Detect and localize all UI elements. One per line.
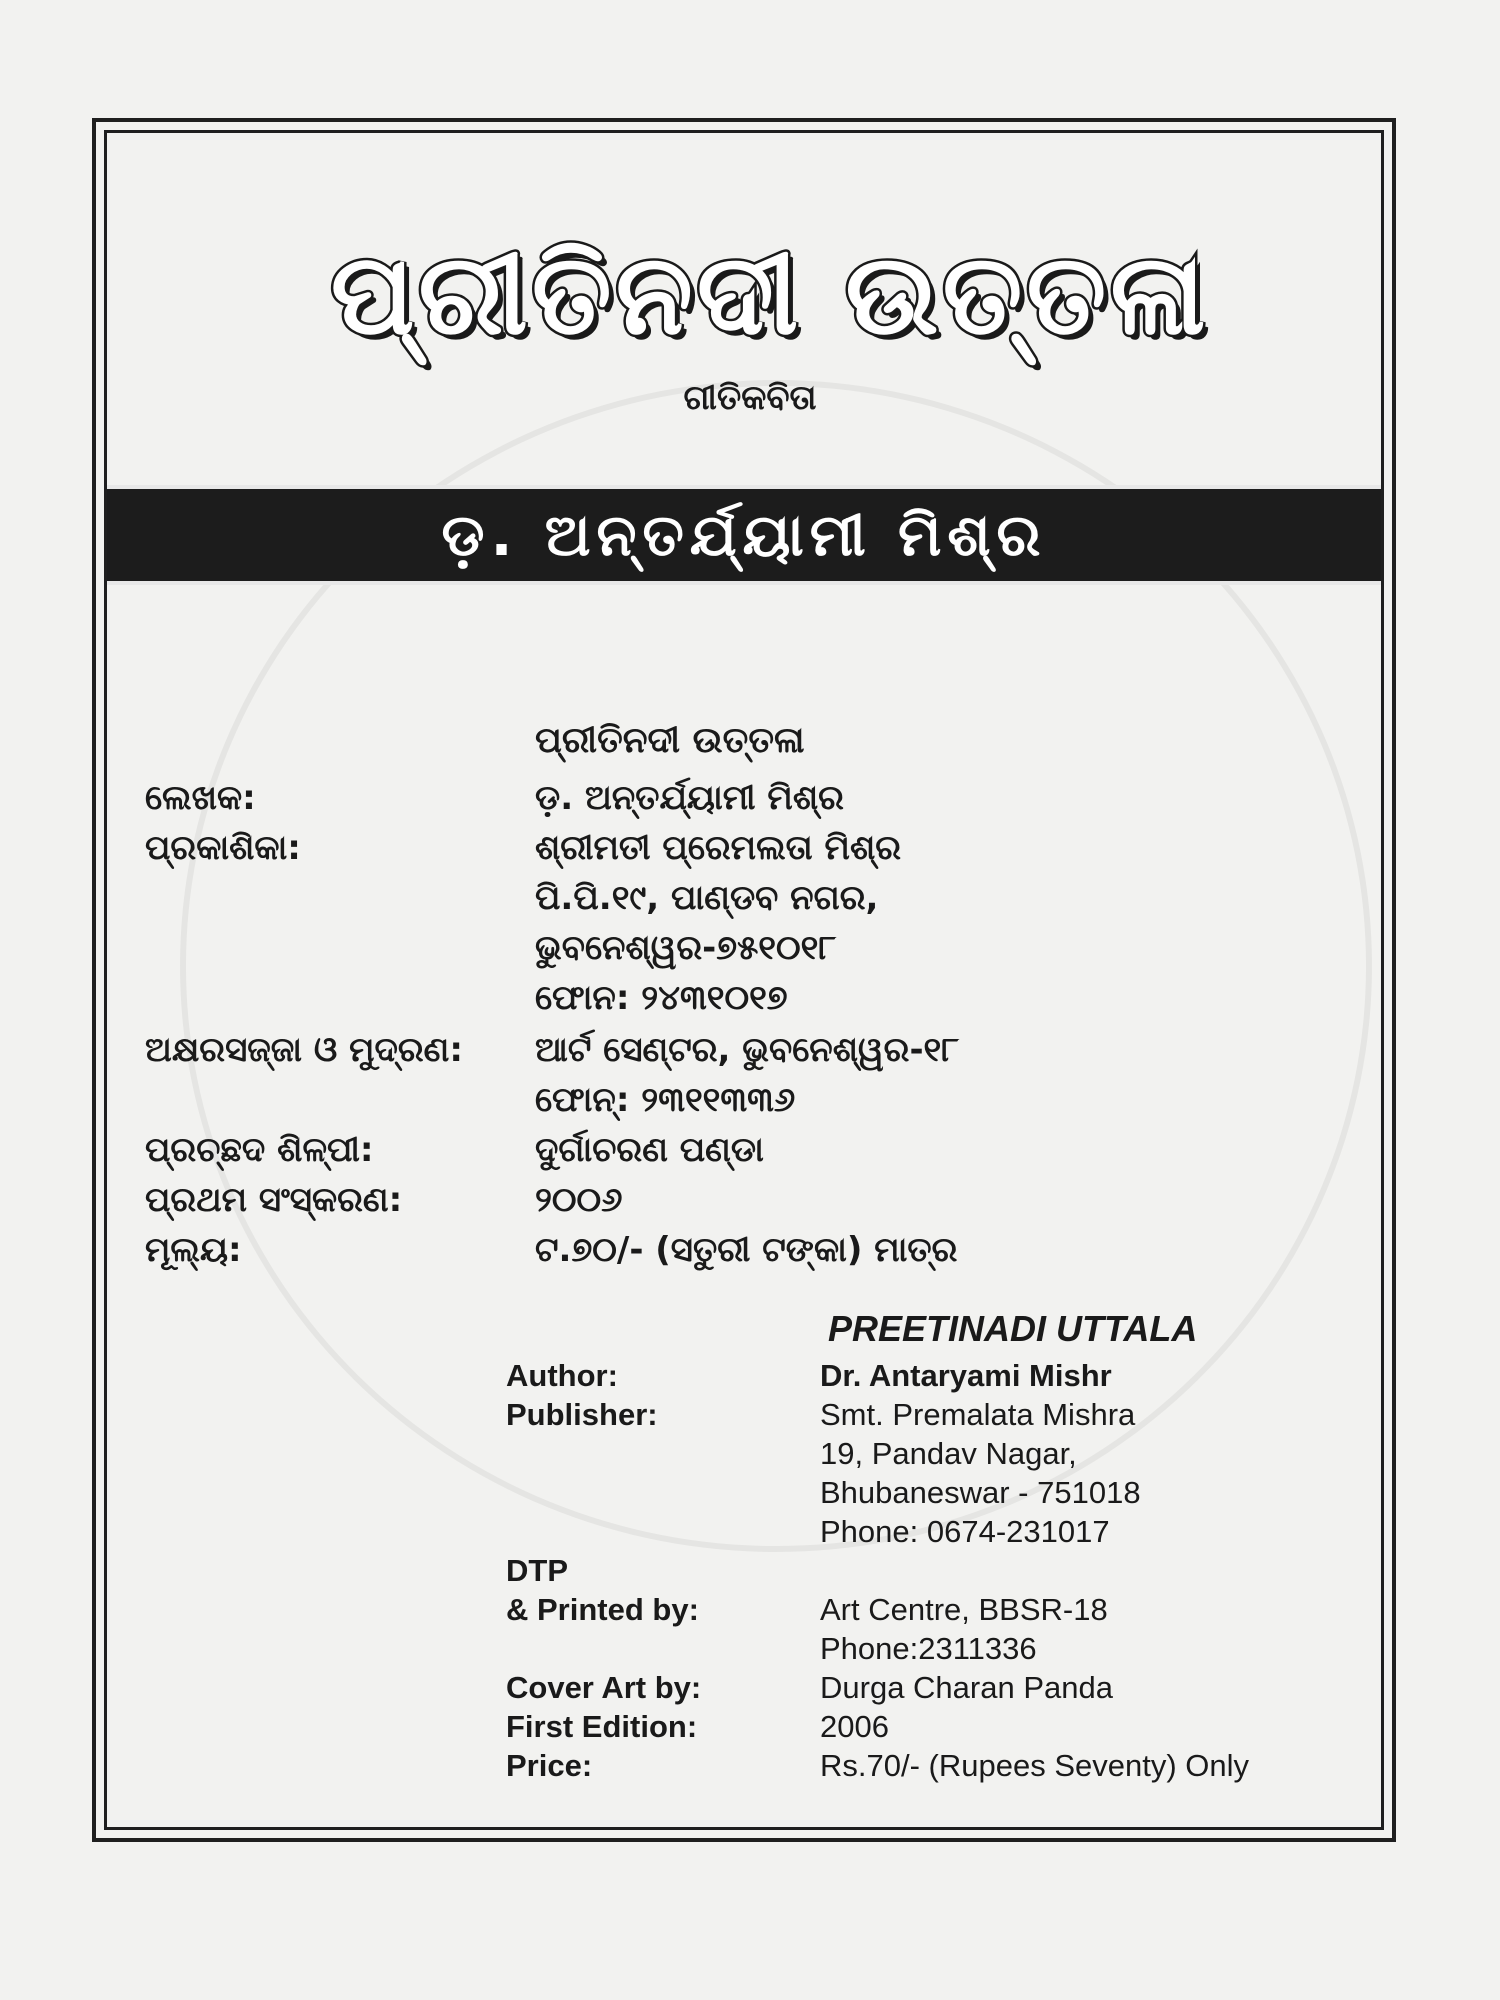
author-banner	[107, 485, 1381, 585]
cover-title: ପ୍ରୀତିନଦୀ ଉତ୍ତଳା	[330, 230, 1210, 360]
english-edition-label: First Edition:	[506, 1709, 698, 1744]
english-book-title: PREETINADI UTTALA	[828, 1308, 1198, 1349]
english-cover-artist-label: Cover Art by:	[506, 1670, 702, 1705]
english-publisher-line: Phone: 0674-231017	[820, 1514, 1110, 1549]
odia-cover-artist-value: ଦୁର୍ଗାଚରଣ ପଣ୍ଡା	[535, 1130, 764, 1170]
odia-publisher-label: ପ୍ରକାଶିକା:	[145, 828, 301, 868]
english-price-value: Rs.70/- (Rupees Seventy) Only	[820, 1748, 1250, 1783]
odia-book-name: ପ୍ରୀତିନଦୀ ଉତ୍ତଳା	[535, 720, 805, 761]
english-publisher-line: Smt. Premalata Mishra	[820, 1397, 1136, 1432]
odia-price-label: ମୂଲ୍ୟ:	[145, 1230, 242, 1270]
odia-printer-line: ଆର୍ଟ ସେଣ୍ଟର, ଭୁବନେଶ୍ୱର-୧୮	[535, 1030, 960, 1070]
english-dtp-label: DTP	[506, 1553, 568, 1588]
odia-publisher-line: ପି.ପି.୧୯, ପାଣ୍ଡବ ନଗର,	[535, 878, 879, 918]
english-publisher-label: Publisher:	[506, 1397, 658, 1432]
english-printer-label: & Printed by:	[506, 1592, 699, 1627]
odia-publisher-line: ଶ୍ରୀମତୀ ପ୍ରେମଲତା ମିଶ୍ର	[535, 828, 902, 868]
cover-subtitle: ଗୀତିକବିତା	[683, 378, 817, 418]
author-banner-text: ଡ଼. ଅନ୍ତର୍ଯ୍ୟାମୀ ମିଶ୍ର	[441, 500, 1047, 569]
english-publisher-line: Bhubaneswar - 751018	[820, 1475, 1141, 1510]
english-author-label: Author:	[506, 1358, 618, 1393]
odia-printer-line: ଫୋନ୍: ୨୩୧୧୩୩୬	[535, 1080, 796, 1120]
english-printer-line: Phone:2311336	[820, 1631, 1037, 1666]
odia-price-value: ଟ.୭୦/- (ସତୁରୀ ଟଙ୍କା) ମାତ୍ର	[535, 1230, 958, 1270]
odia-edition-label: ପ୍ରଥମ ସଂସ୍କରଣ:	[145, 1180, 403, 1220]
english-author-value: Dr. Antaryami Mishr	[820, 1358, 1112, 1393]
odia-publisher-line: ଭୁବନେଶ୍ୱର-୭୫୧୦୧୮	[535, 928, 837, 968]
english-printer-line: Art Centre, BBSR-18	[820, 1592, 1108, 1627]
odia-publisher-line: ଫୋନ: ୨୪୩୧୦୧୭	[535, 978, 788, 1018]
english-price-label: Price:	[506, 1748, 593, 1783]
odia-cover-artist-label: ପ୍ରଚ୍ଛଦ ଶିଳ୍ପୀ:	[145, 1130, 374, 1170]
english-publisher-line: 19, Pandav Nagar,	[820, 1436, 1077, 1471]
odia-edition-value: ୨୦୦୬	[535, 1180, 623, 1220]
english-edition-value: 2006	[820, 1709, 889, 1744]
odia-author-label: ଲେଖକ:	[145, 778, 256, 818]
english-cover-artist-value: Durga Charan Panda	[820, 1670, 1113, 1705]
odia-printer-label: ଅକ୍ଷରସଜ୍ଜା ଓ ମୁଦ୍ରଣ:	[145, 1030, 463, 1070]
odia-author-value: ଡ଼. ଅନ୍ତର୍ଯ୍ୟାମୀ ମିଶ୍ର	[535, 778, 844, 818]
